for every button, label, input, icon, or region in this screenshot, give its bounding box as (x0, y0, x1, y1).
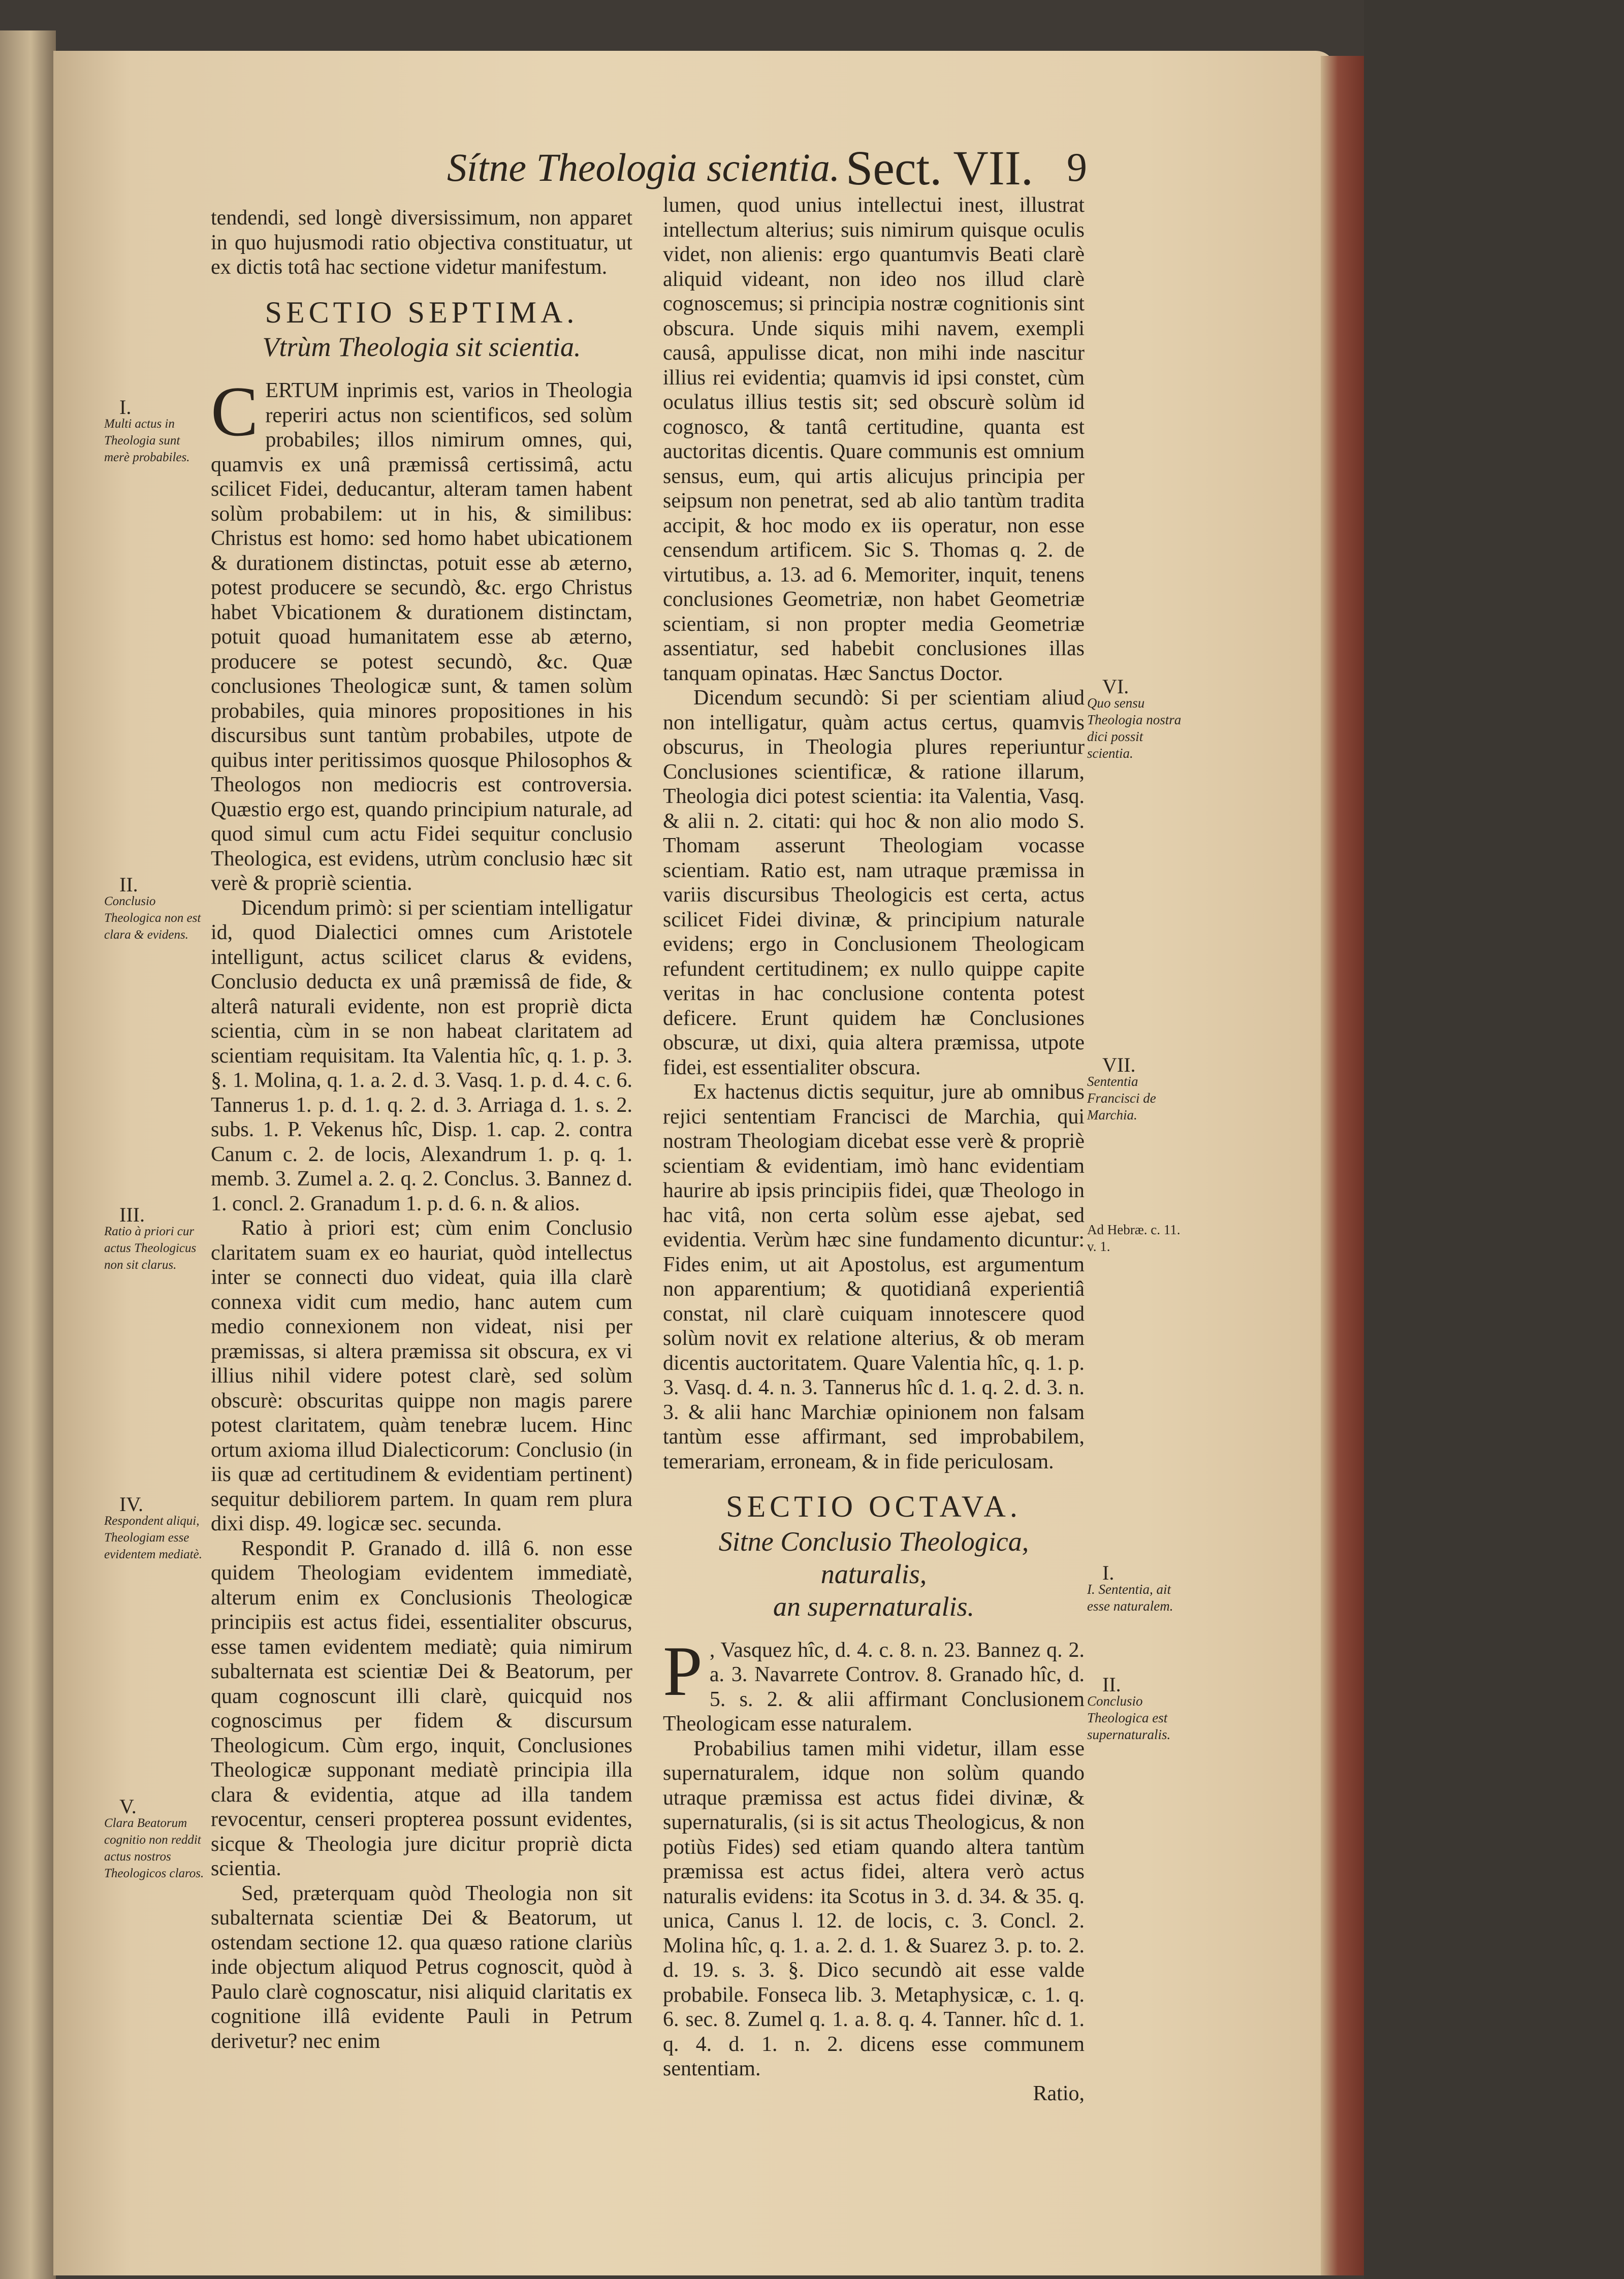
facing-page-edge (0, 30, 56, 2279)
margin-note-text: Ratio à priori cur actus Theologicus non sit clarus. (104, 1225, 197, 1272)
margin-note (1087, 1561, 1189, 1615)
subtitle-line: Sitne Conclusio Theologica, naturalis, (718, 1526, 1029, 1589)
paragraph-text: ERTUM inprimis est, varios in Theologia reperiri actus non scientificos, sed solùm probabiles; illos nimirum omnes, qui, quamvis ex unâ præmissâ certissimâ, actu scilicet Fidei, deducantur, alteram tamen habent solùm probabilem: ut in his, & similibus: Christus est homo: sed homo habet ubicationem & durationem distinctas, potuit esse ab æterno, potest producere se secundò, &c. ergo Christus habet Vbicationem & durationem distinctam, potuit quoad humanitatem esse ab æterno, producere se potest secundò, &c. Quæ conclusiones Theologicæ sunt, & tamen solùm probabiles, quia minores propositiones in his discursibus sunt tantùm probabiles, utpote de quibus inter peritissimos quosque Philosophos & Theologos non mediocris est controversia. Quæstio ergo est, quando principium naturale, ad quod simul cum actu Fidei sequitur conclusio Theologica, est evidens, utrùm conclusio hæc sit verè & propriè scientia. (211, 379, 632, 895)
margin-note-number: IV. (119, 1493, 144, 1516)
margin-note-number: VI. (1102, 675, 1129, 698)
paragraph: Probabilius tamen mihi videtur, illam esse supernaturalem, idque non solùm quando utraque præmissa est actus fidei divinæ, & supernaturalis, (si is sit actus Theologicus, & non potiùs Fides) sed etiam quando altera tantùm præmissa est actus fidei, altera verò actus naturalis evidens: ita Scotus in 3. d. 34. & 35. q. unica, Canus l. 12. de locis, c. 3. Concl. 2. Molina hîc, q. 1. a. 2. d. 1. & Suarez 3. p. to. 2. d. 19. s. 3. §. Dico secundò ait esse valde probabile. Fonseca lib. 3. Metaphysicæ, c. 1. q. 6. sec. 8. Zumel q. 1. a. 8. q. 4. Tanner. hîc d. 1. q. 4. d. 1. n. 2. dicens esse communem sententiam. (663, 1737, 1085, 2080)
margin-note-text: Clara Beatorum cognitio non reddit actus nostros Theologicos claros. (104, 1816, 204, 1880)
margin-note-number: II. (1102, 1673, 1121, 1696)
background (1364, 0, 1624, 2279)
margin-note-text: Sententia Francisci de Marchia. (1087, 1074, 1156, 1122)
margin-note-text: Respondent aliqui, Theologiam esse evidentem mediatè. (104, 1514, 202, 1561)
section-title: SECTIO SEPTIMA. (265, 295, 579, 329)
paragraph: Sed, præterquam quòd Theologia non sit subalternata scientiæ Dei & Beatorum, ut ostendam sectione 12. qua quæso ratione clariùs inde objectum aliquod Petrus cognoscit, quòd à Paulo clarè cognoscatur, nisi aliquid claritatis ex cognitione illâ evidente Pauli in Petrum derivetur? nec enim (211, 1881, 632, 2053)
paragraph-text: , Vasquez hîc, d. 4. c. 8. n. 23. Bannez q. 2. a. 3. Navarrete Controv. 8. Granado hîc, d. 5. s. 2. & alii affirmant Conclusionem Theologicam esse naturalem. (663, 1638, 1085, 1736)
drop-cap: C (211, 372, 259, 451)
margin-note-text: Multi actus in Theologia sunt merè probabiles. (104, 417, 190, 464)
page-edge-red (1321, 56, 1364, 2275)
subtitle-line: an supernaturalis. (773, 1591, 975, 1622)
margin-note-text: Quo sensu Theologia nostra dici possit scientia. (1087, 695, 1182, 761)
margin-note-text: Ad Hebræ. c. 11. v. 1. (1087, 1222, 1181, 1254)
margin-note-text: I. Sententia, ait esse naturalem. (1087, 1582, 1173, 1614)
paragraph: lumen, quod unius intellectui inest, illustrat intellectum alterius; suis nimirum quisque oculis videt, non alienis: ergo quantumvis Beati clarè aliquid videant, non ideo nos illud clarè cognoscemus; si principia nostræ cognitionis sint obscura. Unde siquis mihi navem, exempli causâ, appulisse dicat, non mihi inde nascitur illius rei evidentia; quamvis id ipsi constet, cùm oculatus illius testis sit; sed obscurè solùm id cognosco, & tantâ certitudine, quanta est auctoritas dicentis. Quare communis est omnium sensus, eum, qui artis alicujus principia per seipsum non penetrat, sed ab alio tantùm tradita accipit, & hoc modo ex iis operatur, non esse censendum artificem. Sic S. Thomas q. 2. de virtutibus, a. 13. ad 6. Memoriter, inquit, tenens conclusiones Geometriæ, non habet Geometriæ scientiam, si non propter media Geometriæ assentiatur, sed habebit conclusiones illas tanquam opinatas. Hæc Sanctus Doctor. (663, 194, 1085, 685)
margin-note-number: III. (119, 1203, 145, 1226)
margin-note-number: I. (119, 396, 132, 419)
right-column (663, 193, 1085, 2106)
margin-note-number: I. (1102, 1561, 1114, 1584)
margin-note (1087, 1053, 1189, 1124)
margin-note (104, 1493, 206, 1563)
margin-note-number: VII. (1102, 1053, 1136, 1076)
margin-note (104, 1795, 206, 1882)
margin-note (104, 1203, 206, 1273)
section-subtitle: Vtrùm Theologia sit scientia. (262, 332, 581, 362)
margin-note (1087, 675, 1189, 762)
margin-note-text: Conclusio Theologica non est clara & evidens. (104, 894, 201, 942)
left-column (211, 206, 632, 2053)
page-number: 9 (1067, 145, 1087, 190)
margin-note (104, 873, 206, 943)
paragraph: tendendi, sed longè diversissimum, non apparet in quo hujusmodi ratio objectiva constituatur, ut ex dictis totâ hac sectione videtur manifestum. (211, 206, 632, 279)
margin-note-text: Conclusio Theologica est supernaturalis. (1087, 1693, 1171, 1742)
paragraph (211, 372, 632, 896)
margin-note-number: II. (119, 873, 138, 896)
drop-cap: P (663, 1631, 703, 1711)
paragraph: Respondit P. Granado d. illâ 6. non esse quidem Theologiam evidentem immediatè, alterum enim ex Conclusionis Theologicæ principiis est actus fidei, essentialiter obscurus, esse tamen evidentem mediatè; quia nimirum subalternata est scientiæ Dei & Beatorum, per quam cognoscunt illi clarè, quicquid nos cognoscimus per fidem & discursum Theologicum. Cùm ergo, inquit, Conclusiones Theologicæ supponant mediatè principia illa clara & evidentia, atque ad illa tandem revocentur, censeri propterea possunt evidentes, sicque & Theologia jure dicitur propriè dicta scientia. (211, 1536, 632, 1880)
margin-note (1087, 1673, 1189, 1743)
section-heading: Sect. VII. (846, 141, 1033, 195)
paragraph: Ratio à priori est; cùm enim Conclusio claritatem suam ex eo hauriat, quòd intellectus inter se connecti duo videat, quia illa clarè connexa vidit cum medio, hanc autem cum medio connexionem non videat, nisi per præmissas, si altera præmissa sit obscura, ex vi illius nihil videre potest clarè, sed solùm obscurè: obscuritas quippe non magis parere potest claritatem, quàm tenebræ lucem. Hinc ortum axioma illud Dialecticorum: Conclusio (in iis quæ ad certitudinem & evidentiam pertinent) sequitur debiliorem partem. In quam rem plura dixi disp. 49. logicæ sec. secunda. (211, 1216, 632, 1535)
running-title: Sítne Theologia scientia. (447, 145, 840, 189)
section-subtitle (663, 1525, 1085, 1623)
margin-note-number: V. (119, 1795, 137, 1818)
margin-note (1087, 1222, 1189, 1255)
paragraph: Dicendum primò: si per scientiam intelligatur id, quod Dialectici omnes cum Aristotele intelligunt, actus scilicet clarus & evidens, Conclusio deducta ex unâ præmissâ de fide, & alterâ naturali evidente, non est propriè dicta scientia, cùm in se non habeat claritatem ad scientiam requisitam. Ita Valentia hîc, q. 1. p. 3. §. 1. Molina, q. 1. a. 2. d. 3. Vasq. 1. p. d. 4. c. 6. Tannerus 1. p. d. 1. q. 2. d. 3. Arriaga d. 1. s. 2. subs. 1. P. Vekenus hîc, Disp. 1. cap. 2. contra Canum c. 2. de locis, Alexandrum 1. p. q. 1. memb. 3. Zumel a. 2. q. 2. Conclus. 3. Bannez d. 1. concl. 2. Granadum 1. p. d. 6. n. & alios. (211, 896, 632, 1215)
section-title: SECTIO OCTAVA. (726, 1490, 1022, 1523)
catchword: Ratio, (1033, 2081, 1085, 2105)
paragraph (663, 1631, 1085, 1737)
margin-note (104, 396, 206, 466)
paragraph: Ex hactenus dictis sequitur, jure ab omnibus rejici sententiam Francisci de Marchia, qui nostram Theologiam dicebat esse verè & propriè scientiam & evidentiam, imò hanc evidentiam haurire ab ipsis principiis fidei, quæ Theologo in hac vitâ, non certa solùm esse ajebat, sed evidentia. Verùm hæc sine fundamento dicuntur: Fides enim, ut ait Apostolus, est argumentum non apparentium; & quotidianâ experientiâ constat, nil clarè cuiquam innotescere quod solùm novit ex relatione alterius, & ob meram dicentis auctoritatem. Quare Valentia hîc, q. 1. p. 3. Vasq. d. 4. n. 3. Tannerus hîc d. 1. q. 2. d. 3. n. 3. & alii hanc Marchiæ opinionem non falsam tantùm esse affirmant, sed improbabilem, temerariam, erroneam, & in fide periculosam. (663, 1080, 1085, 1473)
paragraph: Dicendum secundò: Si per scientiam aliud non intelligatur, quàm actus certus, quamvis obscurus, in Theologia plures reperiuntur Conclusiones scientificæ, & ratione illarum, Theologia dici potest scientia: ita Valentia, Vasq. & alii n. 2. citati: qui hoc & non alio modo S. Thomam asserunt Theologiam vocasse scientiam. Ratio est, nam utraque præmissa in variis discursibus Theologicis est certa, actus scilicet Fidei divinæ, & principium naturale evidens; ergo in Conclusionem Theologicam refundent certitudinem; ex nullo quippe capite veritas in hac conclusione contenta potest deficere. Erunt quidem hæ Conclusiones obscuræ, ut dixi, quia altera præmissa, utpote fidei, est essentialiter obscura. (663, 686, 1085, 1079)
